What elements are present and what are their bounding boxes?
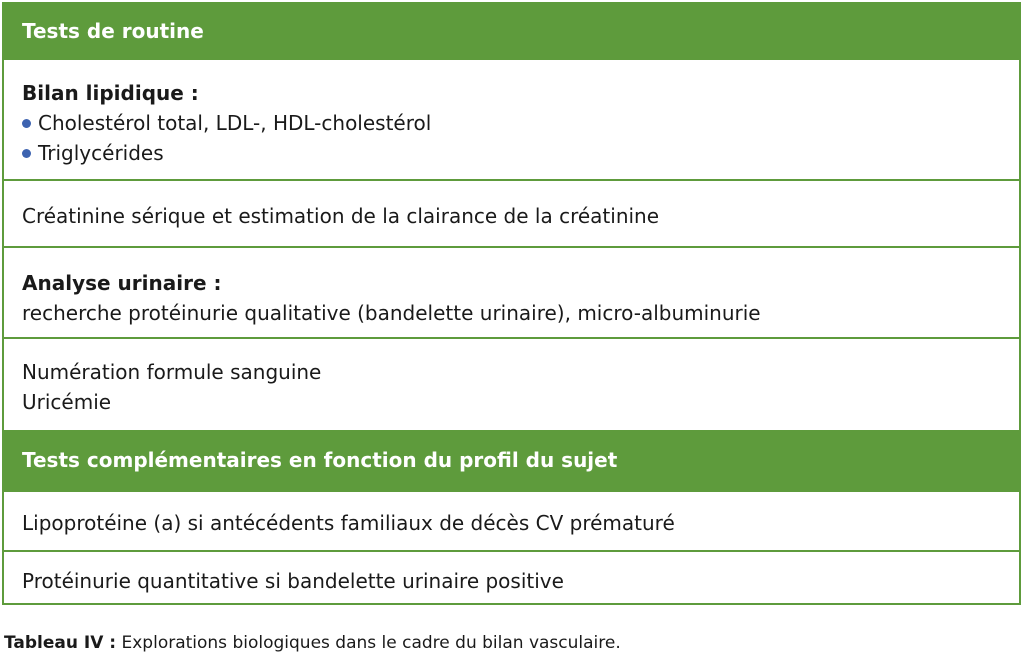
uricemia-text: Uricémie bbox=[22, 390, 112, 414]
creatinine-text: Créatinine sérique et estimation de la clairance de la créatinine bbox=[22, 204, 660, 228]
section-header-complementary bbox=[4, 430, 1019, 490]
bullet-icon bbox=[22, 149, 31, 158]
urine-analysis-text: recherche protéinurie qualitative (bandelette urinaire), micro-albuminurie bbox=[22, 301, 761, 325]
section-header-complementary-label: Tests complémentaires en fonction du profil du sujet bbox=[22, 448, 618, 472]
lipid-item bbox=[22, 138, 1019, 168]
caption-text: Explorations biologiques dans le cadre du bilan vasculaire. bbox=[116, 633, 621, 653]
section-header-routine bbox=[4, 4, 1019, 58]
row-lipid-panel bbox=[4, 58, 1019, 179]
lipoprotein-text: Lipoprotéine (a) si antécédents familiaux de décès CV prématuré bbox=[22, 511, 675, 535]
lab-tests-table bbox=[2, 2, 1021, 605]
urine-analysis-title: Analyse urinaire : bbox=[22, 271, 222, 295]
lipid-item bbox=[22, 108, 1019, 138]
lipid-item-text: Cholestérol total, LDL-, HDL-cholestérol bbox=[38, 111, 432, 135]
row-lipoprotein bbox=[4, 490, 1019, 550]
lipid-item-text: Triglycérides bbox=[38, 141, 164, 165]
section-header-routine-label: Tests de routine bbox=[22, 19, 204, 43]
bullet-icon bbox=[22, 119, 31, 128]
lipid-panel-title: Bilan lipidique : bbox=[22, 81, 199, 105]
proteinuria-text: Protéinurie quantitative si bandelette urinaire positive bbox=[22, 569, 564, 593]
row-blood-tests bbox=[4, 337, 1019, 430]
table-caption bbox=[4, 633, 621, 653]
row-urine-analysis bbox=[4, 246, 1019, 337]
caption-label: Tableau IV : bbox=[4, 633, 117, 653]
row-proteinuria bbox=[4, 550, 1019, 603]
row-creatinine bbox=[4, 179, 1019, 246]
blood-count-text: Numération formule sanguine bbox=[22, 360, 322, 384]
